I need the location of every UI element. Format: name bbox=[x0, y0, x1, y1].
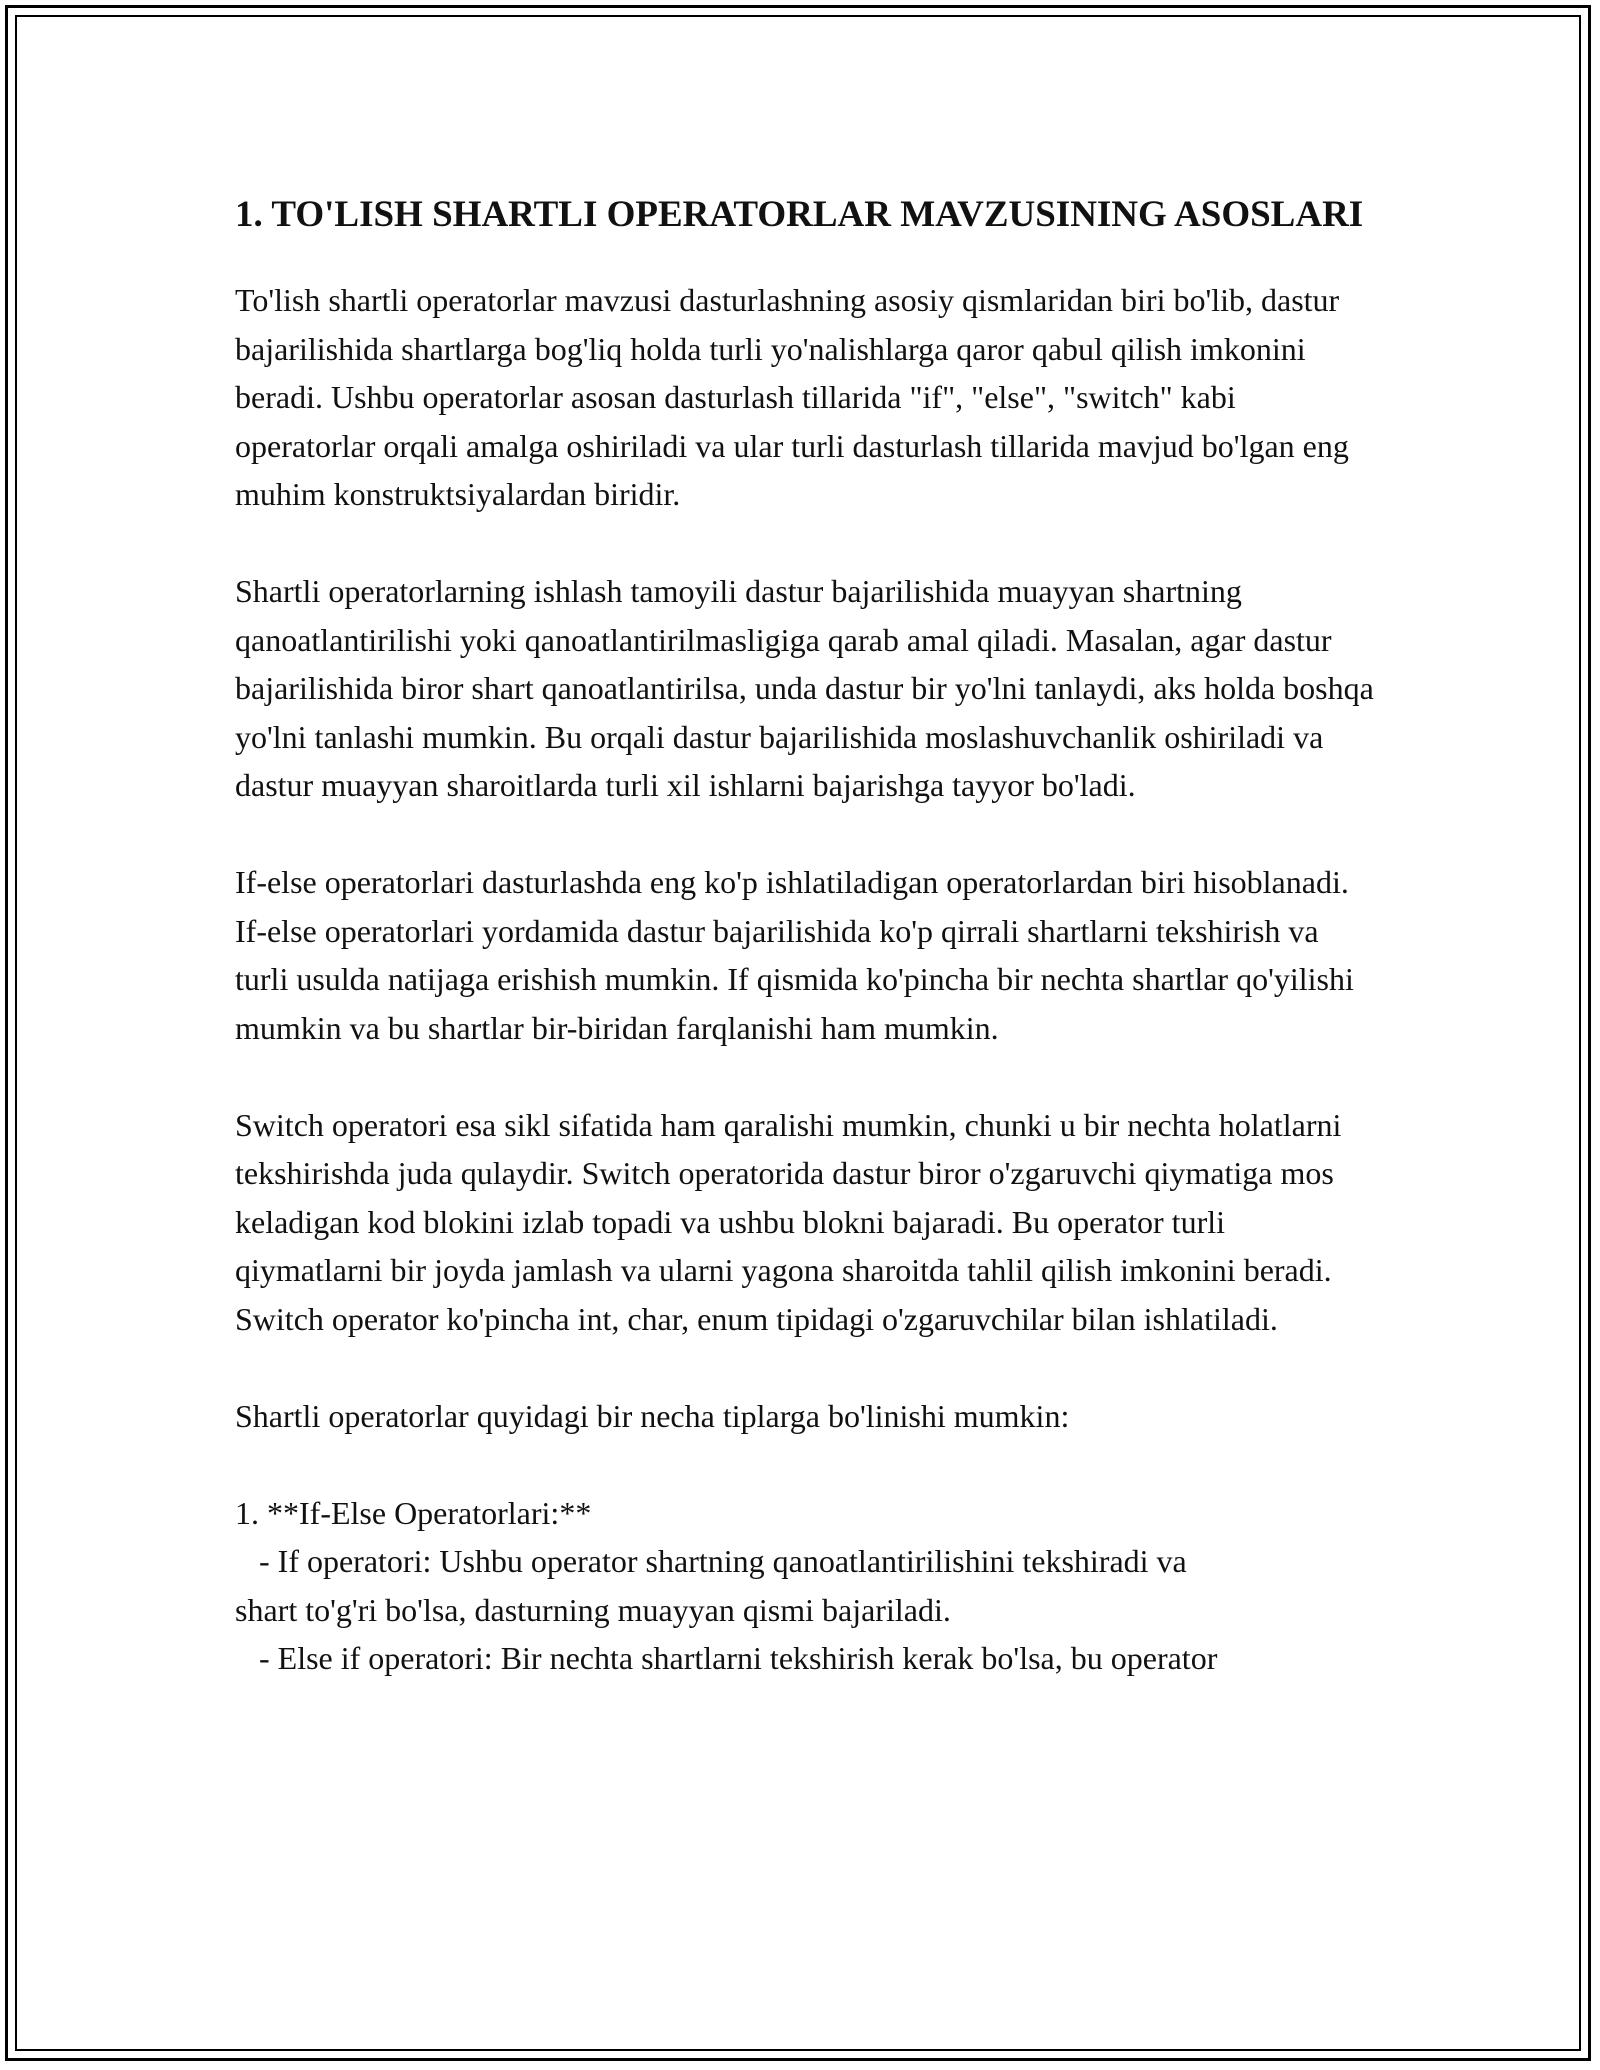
list-heading: 1. **If-Else Operatorlari:** bbox=[235, 1494, 592, 1531]
document-body bbox=[235, 188, 1375, 1683]
paragraph-spacer bbox=[235, 1343, 1375, 1392]
paragraph-intro: To'lish shartli operatorlar mavzusi dasturlashning asosiy qismlaridan biri bo'lib, dastur bajarilishida shartlarga bog'liq holda turli yo'nalishlarga qaror qabul qilish imkonini beradi. Ushbu operatorlar asosan dasturlash tillarida "if", "else", "switch" kabi operatorlar orqali amalga oshiriladi va ular turli dasturlash tillarida mavjud bo'lgan eng muhim konstruktsiyalardan biridir. bbox=[235, 282, 1349, 512]
paragraph-spacer bbox=[235, 1052, 1375, 1101]
paragraph-switch: Switch operatori esa sikl sifatida ham qaralishi mumkin, chunki u bir nechta holatlarni tekshirishda juda qulaydir. Switch operatorida dastur biror o'zgaruvchi qiymatiga mos keladigan kod blokini izlab topadi va ushbu blokni bajaradi. Bu operator turli qiymatlarni bir joyda jamlash va ularni yagona sharoitda tahlil qilish imkonini beradi. Switch operator ko'pincha int, char, enum tipidagi o'zgaruvchilar bilan ishlatiladi. bbox=[235, 1106, 1342, 1337]
paragraph-principle: Shartli operatorlarning ishlash tamoyili dastur bajarilishida muayyan shartning qanoatlantirilishi yoki qanoatlantirilmasligiga qarab amal qiladi. Masalan, agar dastur bajarilishida biror shart qanoatlantirilsa, unda dastur bir yo'lni tanlaydi, aks holda boshqa yo'lni tanlashi mumkin. Bu orqali dastur bajarilishida moslashuvchanlik oshiriladi va dastur muayyan sharoitlarda turli xil ishlarni bajarishga tayyor bo'ladi. bbox=[235, 573, 1374, 803]
list-line: - If operatori: Ushbu operator shartning qanoatlantirilishini tekshiradi va bbox=[235, 1543, 1187, 1579]
list-line: shart to'g'ri bo'lsa, dasturning muayyan qismi bajariladi. bbox=[235, 1591, 951, 1628]
paragraph-spacer bbox=[235, 810, 1375, 859]
types-list bbox=[235, 1489, 1375, 1683]
document-title: 1. TO'LISH SHARTLI OPERATORLAR MAVZUSINING ASOSLARI bbox=[235, 194, 1364, 235]
paragraph-if-else: If-else operatorlari dasturlashda eng ko'p ishlatiladigan operatorlardan biri hisoblanadi. If-else operatorlari yordamida dastur bajarilishida ko'p qirrali shartlarni tekshirish va turli usulda natijaga erishish mumkin. If qismida ko'pincha bir nechta shartlar qo'yilishi mumkin va bu shartlar bir-biridan farqlanishi ham mumkin. bbox=[235, 864, 1354, 1046]
paragraph-spacer bbox=[235, 519, 1375, 568]
paragraph-types-intro: Shartli operatorlar quyidagi bir necha tiplarga bo'linishi mumkin: bbox=[235, 1397, 1070, 1434]
paragraph-spacer bbox=[235, 1440, 1375, 1489]
list-line: - Else if operatori: Bir nechta shartlarni tekshirish kerak bo'lsa, bu operator bbox=[235, 1640, 1218, 1676]
